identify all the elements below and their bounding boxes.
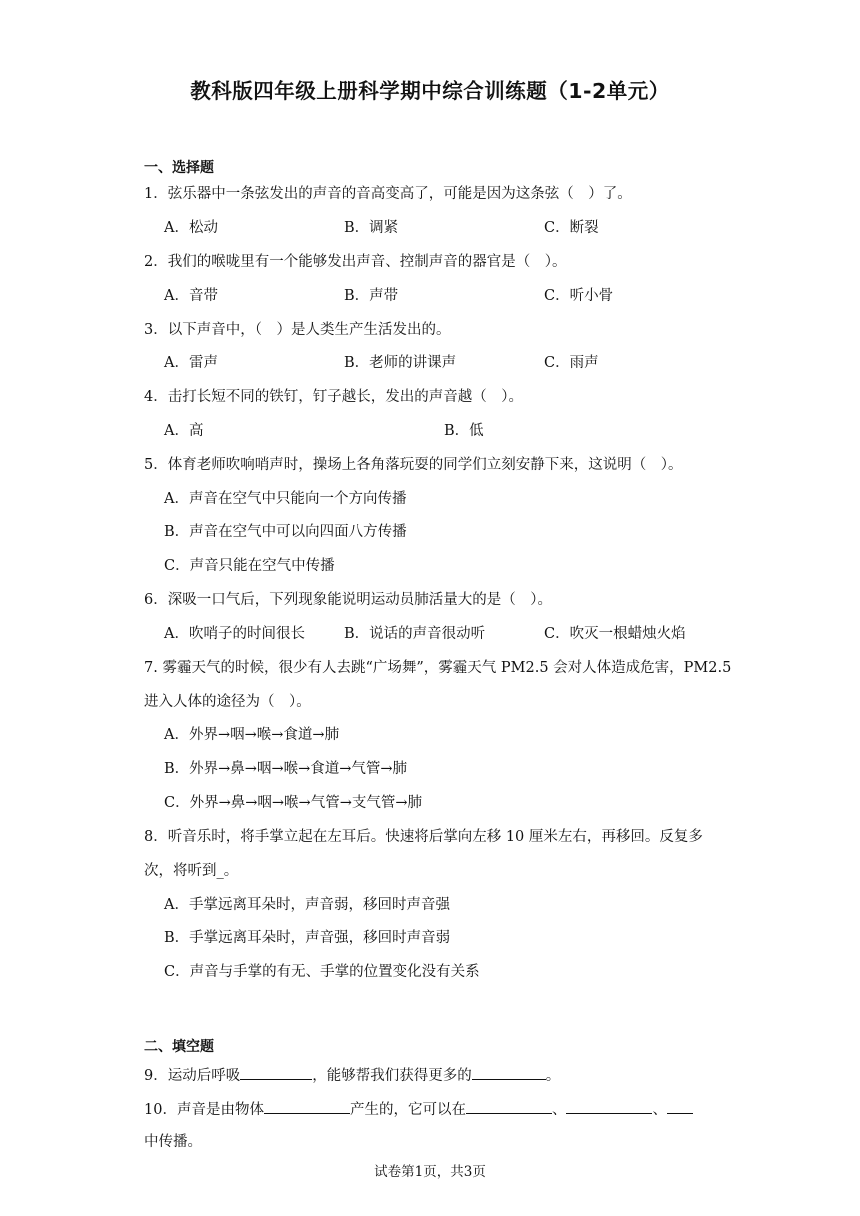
question-9-blank-2[interactable]: [472, 1064, 546, 1080]
question-9-text-1: 9．运动后呼吸: [144, 1068, 241, 1084]
question-7-option-c: C．外界→鼻→咽→喉→气管→支气管→肺: [164, 795, 422, 811]
question-10-line2: 中传播。: [144, 1134, 202, 1150]
question-8-option-a: A．手掌远离耳朵时，声音弱，移回时声音强: [164, 897, 450, 913]
question-6-option-b: B．说话的声音很动听: [344, 626, 486, 642]
question-6-option-c: C．吹灭一根蜡烛火焰: [544, 626, 686, 642]
question-6-option-a: A．吹哨子的时间很长: [164, 626, 305, 642]
question-2-option-c: C．听小骨: [544, 288, 614, 304]
question-10-text-3: 、: [551, 1102, 567, 1118]
question-5-option-b: B．声音在空气中可以向四面八方传播: [164, 524, 407, 540]
question-8-stem-line1: 8．听音乐时，将手掌立起在左耳后。快速将后掌向左移 10 厘米左右，再移回。反复多: [144, 829, 703, 845]
question-3-option-c: C．雨声: [544, 355, 599, 371]
question-7-stem-line2: 进入人体的途径为（ ）。: [144, 694, 311, 710]
question-10-text-1: 10．声音是由物体: [144, 1102, 264, 1118]
question-1-stem: 1．弦乐器中一条弦发出的声音的音高变高了，可能是因为这条弦（ ）了。: [144, 186, 632, 202]
question-9-text-2: ，能够帮我们获得更多的: [312, 1068, 472, 1084]
question-9-blank-1[interactable]: [240, 1064, 312, 1080]
question-5-option-c: C．声音只能在空气中传播: [164, 558, 335, 574]
question-9-text-3: 。: [545, 1068, 561, 1084]
question-5-stem: 5．体育老师吹响哨声时，操场上各角落玩耍的同学们立刻安静下来，这说明（ ）。: [144, 457, 683, 473]
question-8-option-c: C．声音与手掌的有无、手掌的位置变化没有关系: [164, 964, 480, 980]
question-3-stem: 3．以下声音中，（ ）是人类生产生活发出的。: [144, 322, 451, 338]
section-heading-fill: 二、填空题: [144, 1039, 214, 1055]
question-1-option-a: A．松动: [164, 220, 218, 236]
page-footer: 试卷第1页，共3页: [374, 1164, 486, 1180]
question-8-stem-line2: 次，将听到_。: [144, 863, 239, 879]
question-10-blank-2[interactable]: [466, 1098, 552, 1114]
question-4-option-b: B．低: [444, 423, 484, 439]
question-10-blank-1[interactable]: [264, 1098, 350, 1114]
question-10-text-2: 产生的，它可以在: [349, 1102, 466, 1118]
question-10-text-4: 、: [652, 1102, 667, 1118]
question-4-option-a: A．高: [164, 423, 204, 439]
question-6-stem: 6．深吸一口气后，下列现象能说明运动员肺活量大的是（ ）。: [144, 592, 552, 608]
question-10-blank-4[interactable]: [667, 1098, 693, 1114]
question-3-option-b: B．老师的讲课声: [344, 355, 457, 371]
question-4-stem: 4．击打长短不同的铁钉，钉子越长，发出的声音越（ ）。: [144, 389, 523, 405]
question-3-option-a: A．雷声: [164, 355, 218, 371]
question-8-option-b: B．手掌远离耳朵时，声音强，移回时声音弱: [164, 930, 451, 946]
question-7-stem-line1: 7. 雾霾天气的时候，很少有人去跳“广场舞”，雾霾天气 PM2.5 会对人体造成危害，PM2.5: [144, 660, 732, 676]
page-title: 教科版四年级上册科学期中综合训练题（1-2单元）: [190, 79, 670, 103]
question-10-blank-3[interactable]: [566, 1098, 652, 1114]
section-heading-choice: 一、选择题: [144, 160, 214, 176]
question-9: [144, 1064, 560, 1086]
question-2-option-b: B．声带: [344, 288, 399, 304]
question-1-option-b: B．调紧: [344, 220, 399, 236]
question-2-stem: 2．我们的喉咙里有一个能够发出声音、控制声音的器官是（ ）。: [144, 254, 567, 270]
question-5-option-a: A．声音在空气中只能向一个方向传播: [164, 491, 407, 507]
question-1-option-c: C．断裂: [544, 220, 599, 236]
question-2-option-a: A．音带: [164, 288, 218, 304]
question-7-option-b: B．外界→鼻→咽→喉→食道→气管→肺: [164, 761, 408, 777]
question-10-line1: [144, 1098, 693, 1120]
question-7-option-a: A．外界→咽→喉→食道→肺: [164, 727, 340, 743]
